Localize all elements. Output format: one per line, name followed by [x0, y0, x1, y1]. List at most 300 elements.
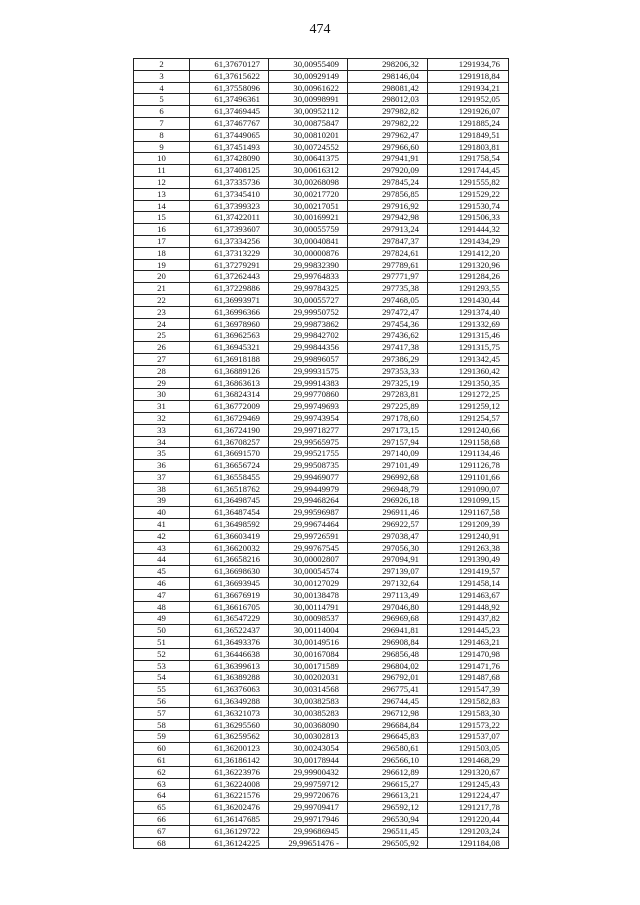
- latitude-cell: 61,36691570: [190, 448, 269, 460]
- x-coordinate-cell: 297113,49: [348, 589, 428, 601]
- x-coordinate-cell: 296804,02: [348, 660, 428, 672]
- y-coordinate-cell: 1291158,68: [428, 436, 509, 448]
- x-coordinate-cell: 296712,98: [348, 707, 428, 719]
- y-coordinate-cell: 1291126,78: [428, 460, 509, 472]
- y-coordinate-cell: 1291134,46: [428, 448, 509, 460]
- y-coordinate-cell: 1291934,76: [428, 59, 509, 71]
- latitude-cell: 61,37496361: [190, 94, 269, 106]
- x-coordinate-cell: 297325,19: [348, 377, 428, 389]
- point-number-cell: 51: [134, 637, 190, 649]
- table-row: [134, 802, 509, 814]
- table-row: [134, 129, 509, 141]
- longitude-cell: 29,99718277: [269, 424, 348, 436]
- point-number-cell: 60: [134, 743, 190, 755]
- y-coordinate-cell: 1291849,51: [428, 129, 509, 141]
- longitude-cell: 30,00724552: [269, 141, 348, 153]
- point-number-cell: 16: [134, 224, 190, 236]
- latitude-cell: 61,36221576: [190, 790, 269, 802]
- longitude-cell: 30,00961622: [269, 82, 348, 94]
- x-coordinate-cell: 297046,80: [348, 601, 428, 613]
- x-coordinate-cell: 296580,61: [348, 743, 428, 755]
- x-coordinate-cell: 296941,81: [348, 625, 428, 637]
- point-number-cell: 47: [134, 589, 190, 601]
- longitude-cell: 29,99521755: [269, 448, 348, 460]
- latitude-cell: 61,36698630: [190, 566, 269, 578]
- longitude-cell: 30,00955409: [269, 59, 348, 71]
- y-coordinate-cell: 1291263,38: [428, 542, 509, 554]
- x-coordinate-cell: 297845,24: [348, 176, 428, 188]
- table-row: [134, 554, 509, 566]
- x-coordinate-cell: 297056,30: [348, 542, 428, 554]
- point-number-cell: 14: [134, 200, 190, 212]
- x-coordinate-cell: 297735,38: [348, 283, 428, 295]
- point-number-cell: 65: [134, 802, 190, 814]
- point-number-cell: 17: [134, 235, 190, 247]
- latitude-cell: 61,37279291: [190, 259, 269, 271]
- y-coordinate-cell: 1291487,68: [428, 672, 509, 684]
- point-number-cell: 24: [134, 318, 190, 330]
- table-row: [134, 259, 509, 271]
- latitude-cell: 61,36996366: [190, 306, 269, 318]
- point-number-cell: 20: [134, 271, 190, 283]
- table-row: [134, 790, 509, 802]
- longitude-cell: 29,99873862: [269, 318, 348, 330]
- latitude-cell: 61,36962563: [190, 330, 269, 342]
- y-coordinate-cell: 1291744,45: [428, 165, 509, 177]
- longitude-cell: 29,99508735: [269, 460, 348, 472]
- latitude-cell: 61,36147685: [190, 814, 269, 826]
- y-coordinate-cell: 1291434,29: [428, 235, 509, 247]
- latitude-cell: 61,36558455: [190, 471, 269, 483]
- x-coordinate-cell: 297178,60: [348, 412, 428, 424]
- longitude-cell: 29,99842702: [269, 330, 348, 342]
- latitude-cell: 61,36259562: [190, 731, 269, 743]
- y-coordinate-cell: 1291437,82: [428, 613, 509, 625]
- longitude-cell: 29,99767545: [269, 542, 348, 554]
- latitude-cell: 61,36889126: [190, 365, 269, 377]
- table-row: [134, 82, 509, 94]
- latitude-cell: 61,37399323: [190, 200, 269, 212]
- table-row: [134, 625, 509, 637]
- longitude-cell: 29,99565975: [269, 436, 348, 448]
- y-coordinate-cell: 1291952,05: [428, 94, 509, 106]
- longitude-cell: 30,00167084: [269, 648, 348, 660]
- y-coordinate-cell: 1291468,29: [428, 755, 509, 767]
- latitude-cell: 61,37393607: [190, 224, 269, 236]
- x-coordinate-cell: 296856,48: [348, 648, 428, 660]
- x-coordinate-cell: 297417,38: [348, 342, 428, 354]
- point-number-cell: 25: [134, 330, 190, 342]
- table-row: [134, 660, 509, 672]
- table-row: [134, 176, 509, 188]
- point-number-cell: 46: [134, 578, 190, 590]
- point-number-cell: 62: [134, 766, 190, 778]
- point-number-cell: 12: [134, 176, 190, 188]
- latitude-cell: 61,37408125: [190, 165, 269, 177]
- coordinates-table-body: [134, 59, 509, 849]
- x-coordinate-cell: 296505,92: [348, 837, 428, 849]
- table-row: [134, 589, 509, 601]
- point-number-cell: 66: [134, 814, 190, 826]
- table-row: [134, 283, 509, 295]
- longitude-cell: 29,99896057: [269, 353, 348, 365]
- table-row: [134, 637, 509, 649]
- latitude-cell: 61,36918188: [190, 353, 269, 365]
- longitude-cell: 29,99844356: [269, 342, 348, 354]
- y-coordinate-cell: 1291547,39: [428, 684, 509, 696]
- latitude-cell: 61,36518762: [190, 483, 269, 495]
- point-number-cell: 37: [134, 471, 190, 483]
- point-number-cell: 32: [134, 412, 190, 424]
- longitude-cell: 30,00641375: [269, 153, 348, 165]
- point-number-cell: 39: [134, 495, 190, 507]
- latitude-cell: 61,37262443: [190, 271, 269, 283]
- x-coordinate-cell: 297942,98: [348, 212, 428, 224]
- table-row: [134, 613, 509, 625]
- longitude-cell: 30,00202031: [269, 672, 348, 684]
- y-coordinate-cell: 1291259,12: [428, 401, 509, 413]
- longitude-cell: 30,00952112: [269, 106, 348, 118]
- longitude-cell: 29,99717946: [269, 814, 348, 826]
- table-row: [134, 306, 509, 318]
- longitude-cell: 30,00302813: [269, 731, 348, 743]
- longitude-cell: 30,00178944: [269, 755, 348, 767]
- x-coordinate-cell: 297856,85: [348, 188, 428, 200]
- longitude-cell: 29,99914383: [269, 377, 348, 389]
- latitude-cell: 61,36978960: [190, 318, 269, 330]
- longitude-cell: 29,99950752: [269, 306, 348, 318]
- point-number-cell: 31: [134, 401, 190, 413]
- x-coordinate-cell: 296908,84: [348, 637, 428, 649]
- table-row: [134, 377, 509, 389]
- y-coordinate-cell: 1291209,39: [428, 519, 509, 531]
- x-coordinate-cell: 297353,33: [348, 365, 428, 377]
- point-number-cell: 53: [134, 660, 190, 672]
- point-number-cell: 43: [134, 542, 190, 554]
- table-row: [134, 318, 509, 330]
- table-row: [134, 224, 509, 236]
- table-row: [134, 483, 509, 495]
- x-coordinate-cell: 296566,10: [348, 755, 428, 767]
- x-coordinate-cell: 296775,41: [348, 684, 428, 696]
- latitude-cell: 61,36616705: [190, 601, 269, 613]
- longitude-cell: 29,99726591: [269, 530, 348, 542]
- y-coordinate-cell: 1291444,32: [428, 224, 509, 236]
- longitude-cell: 30,00382583: [269, 696, 348, 708]
- latitude-cell: 61,37229886: [190, 283, 269, 295]
- y-coordinate-cell: 1291293,55: [428, 283, 509, 295]
- latitude-cell: 61,36547229: [190, 613, 269, 625]
- table-row: [134, 94, 509, 106]
- point-number-cell: 67: [134, 825, 190, 837]
- longitude-cell: 30,00875847: [269, 117, 348, 129]
- x-coordinate-cell: 296992,68: [348, 471, 428, 483]
- x-coordinate-cell: 296948,79: [348, 483, 428, 495]
- x-coordinate-cell: 296744,45: [348, 696, 428, 708]
- y-coordinate-cell: 1291885,24: [428, 117, 509, 129]
- table-row: [134, 566, 509, 578]
- point-number-cell: 15: [134, 212, 190, 224]
- longitude-cell: 29,99743954: [269, 412, 348, 424]
- longitude-cell: 30,00040841: [269, 235, 348, 247]
- latitude-cell: 61,36124225: [190, 837, 269, 849]
- latitude-cell: 61,36863613: [190, 377, 269, 389]
- y-coordinate-cell: 1291090,07: [428, 483, 509, 495]
- table-row: [134, 212, 509, 224]
- table-row: [134, 460, 509, 472]
- latitude-cell: 61,37334256: [190, 235, 269, 247]
- point-number-cell: 52: [134, 648, 190, 660]
- table-row: [134, 778, 509, 790]
- longitude-cell: 30,00385283: [269, 707, 348, 719]
- y-coordinate-cell: 1291918,84: [428, 70, 509, 82]
- point-number-cell: 6: [134, 106, 190, 118]
- table-row: [134, 755, 509, 767]
- latitude-cell: 61,36498745: [190, 495, 269, 507]
- longitude-cell: 30,00616312: [269, 165, 348, 177]
- point-number-cell: 45: [134, 566, 190, 578]
- longitude-cell: 30,00054574: [269, 566, 348, 578]
- point-number-cell: 3: [134, 70, 190, 82]
- latitude-cell: 61,36487454: [190, 507, 269, 519]
- table-row: [134, 743, 509, 755]
- table-row: [134, 165, 509, 177]
- longitude-cell: 29,99784325: [269, 283, 348, 295]
- y-coordinate-cell: 1291506,33: [428, 212, 509, 224]
- latitude-cell: 61,36186142: [190, 755, 269, 767]
- table-row: [134, 153, 509, 165]
- x-coordinate-cell: 297436,62: [348, 330, 428, 342]
- latitude-cell: 61,37469445: [190, 106, 269, 118]
- point-number-cell: 30: [134, 389, 190, 401]
- point-number-cell: 7: [134, 117, 190, 129]
- longitude-cell: 30,00114004: [269, 625, 348, 637]
- latitude-cell: 61,36498592: [190, 519, 269, 531]
- y-coordinate-cell: 1291926,07: [428, 106, 509, 118]
- table-row: [134, 814, 509, 826]
- table-row: [134, 766, 509, 778]
- y-coordinate-cell: 1291390,49: [428, 554, 509, 566]
- y-coordinate-cell: 1291240,66: [428, 424, 509, 436]
- point-number-cell: 27: [134, 353, 190, 365]
- longitude-cell: 30,00998991: [269, 94, 348, 106]
- latitude-cell: 61,36321073: [190, 707, 269, 719]
- x-coordinate-cell: 297847,37: [348, 235, 428, 247]
- table-row: [134, 448, 509, 460]
- longitude-cell: 29,99469077: [269, 471, 348, 483]
- point-number-cell: 21: [134, 283, 190, 295]
- longitude-cell: 30,00114791: [269, 601, 348, 613]
- x-coordinate-cell: 298206,32: [348, 59, 428, 71]
- x-coordinate-cell: 297454,36: [348, 318, 428, 330]
- y-coordinate-cell: 1291099,15: [428, 495, 509, 507]
- longitude-cell: 29,99764833: [269, 271, 348, 283]
- x-coordinate-cell: 297038,47: [348, 530, 428, 542]
- latitude-cell: 61,36772009: [190, 401, 269, 413]
- page-number: 474: [309, 22, 331, 37]
- longitude-cell: 30,00127029: [269, 578, 348, 590]
- longitude-cell: 30,00368090: [269, 719, 348, 731]
- latitude-cell: 61,37335736: [190, 176, 269, 188]
- latitude-cell: 61,36295560: [190, 719, 269, 731]
- table-row: [134, 70, 509, 82]
- x-coordinate-cell: 297094,91: [348, 554, 428, 566]
- longitude-cell: 30,00810201: [269, 129, 348, 141]
- table-row: [134, 519, 509, 531]
- point-number-cell: 34: [134, 436, 190, 448]
- y-coordinate-cell: 1291573,22: [428, 719, 509, 731]
- point-number-cell: 36: [134, 460, 190, 472]
- point-number-cell: 38: [134, 483, 190, 495]
- y-coordinate-cell: 1291503,05: [428, 743, 509, 755]
- latitude-cell: 61,36223976: [190, 766, 269, 778]
- point-number-cell: 42: [134, 530, 190, 542]
- y-coordinate-cell: 1291224,47: [428, 790, 509, 802]
- x-coordinate-cell: 298146,04: [348, 70, 428, 82]
- x-coordinate-cell: 297789,61: [348, 259, 428, 271]
- table-row: [134, 825, 509, 837]
- point-number-cell: 64: [134, 790, 190, 802]
- y-coordinate-cell: 1291934,21: [428, 82, 509, 94]
- point-number-cell: 49: [134, 613, 190, 625]
- point-number-cell: 28: [134, 365, 190, 377]
- longitude-cell: 30,00268098: [269, 176, 348, 188]
- point-number-cell: 54: [134, 672, 190, 684]
- x-coordinate-cell: 296530,94: [348, 814, 428, 826]
- point-number-cell: 29: [134, 377, 190, 389]
- latitude-cell: 61,36603419: [190, 530, 269, 542]
- longitude-cell: 29,99468264: [269, 495, 348, 507]
- x-coordinate-cell: 296969,68: [348, 613, 428, 625]
- y-coordinate-cell: 1291342,45: [428, 353, 509, 365]
- x-coordinate-cell: 297283,81: [348, 389, 428, 401]
- y-coordinate-cell: 1291803,81: [428, 141, 509, 153]
- point-number-cell: 68: [134, 837, 190, 849]
- point-number-cell: 4: [134, 82, 190, 94]
- point-number-cell: 50: [134, 625, 190, 637]
- x-coordinate-cell: 297771,97: [348, 271, 428, 283]
- table-row: [134, 672, 509, 684]
- x-coordinate-cell: 297386,29: [348, 353, 428, 365]
- y-coordinate-cell: 1291419,57: [428, 566, 509, 578]
- point-number-cell: 11: [134, 165, 190, 177]
- point-number-cell: 41: [134, 519, 190, 531]
- point-number-cell: 5: [134, 94, 190, 106]
- x-coordinate-cell: 297913,24: [348, 224, 428, 236]
- y-coordinate-cell: 1291448,92: [428, 601, 509, 613]
- y-coordinate-cell: 1291463,67: [428, 589, 509, 601]
- latitude-cell: 61,36129722: [190, 825, 269, 837]
- x-coordinate-cell: 297941,91: [348, 153, 428, 165]
- table-row: [134, 117, 509, 129]
- latitude-cell: 61,37451493: [190, 141, 269, 153]
- longitude-cell: 30,00243054: [269, 743, 348, 755]
- x-coordinate-cell: 296922,57: [348, 519, 428, 531]
- table-row: [134, 424, 509, 436]
- latitude-cell: 61,37449065: [190, 129, 269, 141]
- latitude-cell: 61,37428090: [190, 153, 269, 165]
- latitude-cell: 61,36708257: [190, 436, 269, 448]
- table-row: [134, 365, 509, 377]
- point-number-cell: 18: [134, 247, 190, 259]
- latitude-cell: 61,36676919: [190, 589, 269, 601]
- y-coordinate-cell: 1291332,69: [428, 318, 509, 330]
- latitude-cell: 61,37670127: [190, 59, 269, 71]
- point-number-cell: 63: [134, 778, 190, 790]
- latitude-cell: 61,36389288: [190, 672, 269, 684]
- point-number-cell: 10: [134, 153, 190, 165]
- longitude-cell: 29,99759712: [269, 778, 348, 790]
- latitude-cell: 61,36693945: [190, 578, 269, 590]
- y-coordinate-cell: 1291360,42: [428, 365, 509, 377]
- latitude-cell: 61,36945321: [190, 342, 269, 354]
- latitude-cell: 61,36202476: [190, 802, 269, 814]
- table-row: [134, 648, 509, 660]
- y-coordinate-cell: 1291537,07: [428, 731, 509, 743]
- y-coordinate-cell: 1291350,35: [428, 377, 509, 389]
- x-coordinate-cell: 297225,89: [348, 401, 428, 413]
- y-coordinate-cell: 1291529,22: [428, 188, 509, 200]
- point-number-cell: 55: [134, 684, 190, 696]
- table-row: [134, 188, 509, 200]
- table-row: [134, 837, 509, 849]
- table-row: [134, 141, 509, 153]
- table-row: [134, 578, 509, 590]
- latitude-cell: 61,36729469: [190, 412, 269, 424]
- latitude-cell: 61,37467767: [190, 117, 269, 129]
- latitude-cell: 61,36620032: [190, 542, 269, 554]
- table-row: [134, 495, 509, 507]
- longitude-cell: 30,00000876: [269, 247, 348, 259]
- point-number-cell: 40: [134, 507, 190, 519]
- longitude-cell: 29,99449979: [269, 483, 348, 495]
- longitude-cell: 29,99674464: [269, 519, 348, 531]
- longitude-cell: 29,99686945: [269, 825, 348, 837]
- y-coordinate-cell: 1291530,74: [428, 200, 509, 212]
- table-row: [134, 401, 509, 413]
- point-number-cell: 33: [134, 424, 190, 436]
- y-coordinate-cell: 1291320,67: [428, 766, 509, 778]
- latitude-cell: 61,37422011: [190, 212, 269, 224]
- longitude-cell: 30,00002807: [269, 554, 348, 566]
- latitude-cell: 61,37345410: [190, 188, 269, 200]
- latitude-cell: 61,36658216: [190, 554, 269, 566]
- table-row: [134, 696, 509, 708]
- longitude-cell: 30,00138478: [269, 589, 348, 601]
- table-row: [134, 200, 509, 212]
- y-coordinate-cell: 1291412,20: [428, 247, 509, 259]
- y-coordinate-cell: 1291184,08: [428, 837, 509, 849]
- table-row: [134, 684, 509, 696]
- table-row: [134, 342, 509, 354]
- latitude-cell: 61,37313229: [190, 247, 269, 259]
- x-coordinate-cell: 296615,27: [348, 778, 428, 790]
- longitude-cell: 30,00217720: [269, 188, 348, 200]
- x-coordinate-cell: 297173,15: [348, 424, 428, 436]
- point-number-cell: 22: [134, 294, 190, 306]
- point-number-cell: 59: [134, 731, 190, 743]
- point-number-cell: 8: [134, 129, 190, 141]
- point-number-cell: 23: [134, 306, 190, 318]
- table-row: [134, 294, 509, 306]
- y-coordinate-cell: 1291758,54: [428, 153, 509, 165]
- x-coordinate-cell: 297139,07: [348, 566, 428, 578]
- x-coordinate-cell: 297962,47: [348, 129, 428, 141]
- x-coordinate-cell: 296684,84: [348, 719, 428, 731]
- y-coordinate-cell: 1291320,96: [428, 259, 509, 271]
- table-row: [134, 353, 509, 365]
- latitude-cell: 61,37558096: [190, 82, 269, 94]
